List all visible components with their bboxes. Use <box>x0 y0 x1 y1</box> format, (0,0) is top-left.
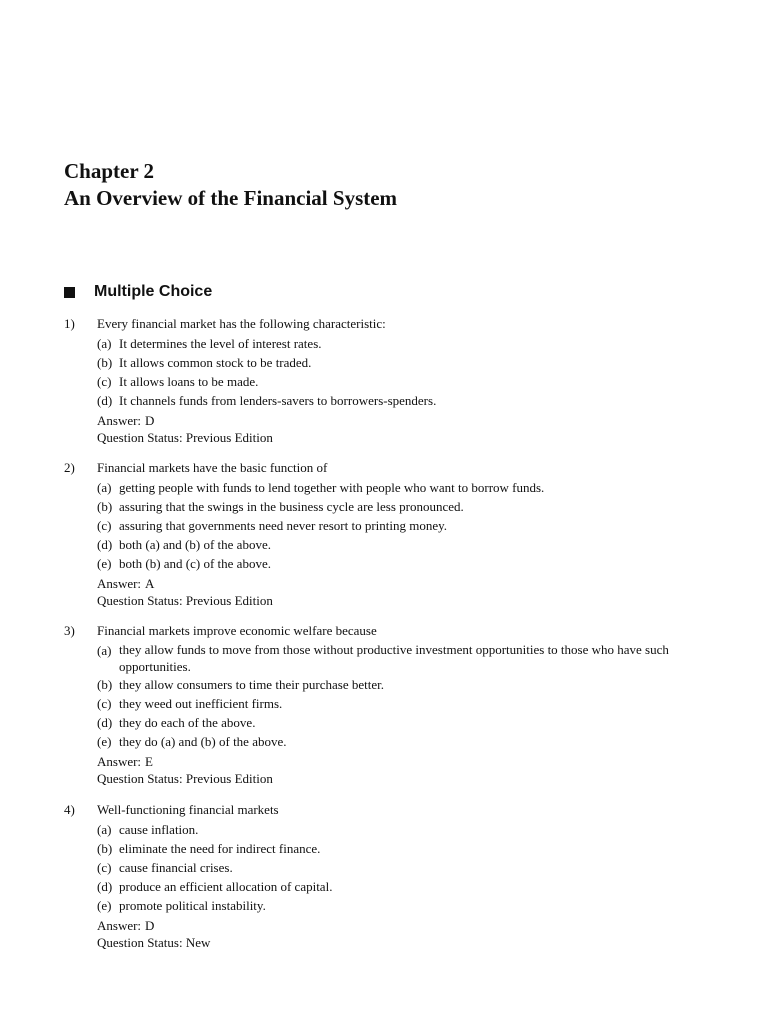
answer-block <box>97 917 704 951</box>
option-letter: (b) <box>97 841 113 856</box>
option-letter: (e) <box>97 898 112 913</box>
option-letter: (a) <box>97 643 112 658</box>
answer-label: Answer: <box>97 918 142 933</box>
answer-block <box>97 575 704 609</box>
question-stem: Well-functioning financial markets <box>97 802 279 817</box>
option-letter: (c) <box>97 518 112 533</box>
option-text: they do (a) and (b) of the above. <box>119 734 287 749</box>
answer-line <box>97 917 704 934</box>
option-text: they allow consumers to time their purchase better. <box>119 677 384 692</box>
option-letter: (c) <box>97 860 112 875</box>
answer-line <box>97 575 704 592</box>
question-number: 4) <box>64 802 75 817</box>
option-text: they allow funds to move from those without productive investment opportunities to those who have such opportunities. <box>119 642 669 674</box>
section-heading <box>64 282 212 302</box>
answer-line <box>97 753 704 770</box>
question-1 <box>64 314 704 446</box>
option-a <box>97 334 704 353</box>
question-status: Question Status: Previous Edition <box>97 430 273 445</box>
option-list <box>97 641 704 751</box>
option-c <box>97 858 704 877</box>
answer-value: A <box>145 576 155 591</box>
option-text: they weed out inefficient firms. <box>119 696 283 711</box>
question-status: Question Status: Previous Edition <box>97 771 273 786</box>
question-number: 2) <box>64 460 75 475</box>
option-text: It determines the level of interest rates. <box>119 336 322 351</box>
option-a <box>97 641 704 675</box>
option-letter: (a) <box>97 480 112 495</box>
option-letter: (b) <box>97 677 113 692</box>
option-text: It channels funds from lenders-savers to borrowers-spenders. <box>119 393 437 408</box>
option-letter: (e) <box>97 556 112 571</box>
option-b <box>97 497 704 516</box>
question-3 <box>64 621 704 787</box>
option-letter: (c) <box>97 696 112 711</box>
option-letter: (d) <box>97 879 113 894</box>
question-stem: Financial markets have the basic function of <box>97 460 328 475</box>
option-letter: (c) <box>97 374 112 389</box>
option-text: promote political instability. <box>119 898 266 913</box>
question-stem: Financial markets improve economic welfare because <box>97 623 377 638</box>
option-letter: (d) <box>97 393 113 408</box>
option-letter: (a) <box>97 336 112 351</box>
question-number: 3) <box>64 623 75 638</box>
chapter-title: An Overview of the Financial System <box>64 186 398 210</box>
option-e <box>97 554 704 573</box>
option-d <box>97 877 704 896</box>
answer-line <box>97 412 704 429</box>
option-text: getting people with funds to lend together with people who want to borrow funds. <box>119 480 545 495</box>
question-status: Question Status: New <box>97 935 211 950</box>
option-text: assuring that governments need never resort to printing money. <box>119 518 448 533</box>
question-stem: Every financial market has the following characteristic: <box>97 316 386 331</box>
option-text: they do each of the above. <box>119 715 256 730</box>
option-c <box>97 516 704 535</box>
option-b <box>97 353 704 372</box>
option-e <box>97 896 704 915</box>
option-letter: (b) <box>97 499 113 514</box>
option-b <box>97 675 704 694</box>
answer-label: Answer: <box>97 754 142 769</box>
option-list <box>97 334 704 410</box>
option-d <box>97 391 704 410</box>
option-list <box>97 478 704 573</box>
chapter-number: Chapter 2 <box>64 159 155 183</box>
question-number: 1) <box>64 316 75 331</box>
option-a <box>97 478 704 497</box>
option-c <box>97 694 704 713</box>
question-2 <box>64 458 704 609</box>
black-square-icon <box>64 287 75 298</box>
option-letter: (d) <box>97 537 113 552</box>
answer-block <box>97 412 704 446</box>
option-text: cause inflation. <box>119 822 199 837</box>
option-text: produce an efficient allocation of capital. <box>119 879 333 894</box>
option-b <box>97 839 704 858</box>
option-text: both (a) and (b) of the above. <box>119 537 271 552</box>
answer-block <box>97 753 704 787</box>
question-4 <box>64 800 704 951</box>
option-list <box>97 820 704 915</box>
option-a <box>97 820 704 839</box>
option-letter: (d) <box>97 715 113 730</box>
option-text: assuring that the swings in the business cycle are less pronounced. <box>119 499 464 514</box>
answer-value: D <box>145 918 155 933</box>
option-letter: (b) <box>97 355 113 370</box>
answer-label: Answer: <box>97 413 142 428</box>
question-status: Question Status: Previous Edition <box>97 593 273 608</box>
option-d <box>97 713 704 732</box>
option-e <box>97 732 704 751</box>
option-text: eliminate the need for indirect finance. <box>119 841 321 856</box>
option-text: both (b) and (c) of the above. <box>119 556 271 571</box>
answer-value: D <box>145 413 155 428</box>
option-letter: (e) <box>97 734 112 749</box>
option-text: It allows loans to be made. <box>119 374 259 389</box>
option-text: cause financial crises. <box>119 860 233 875</box>
option-d <box>97 535 704 554</box>
section-title: Multiple Choice <box>94 283 213 300</box>
answer-label: Answer: <box>97 576 142 591</box>
option-letter: (a) <box>97 822 112 837</box>
option-c <box>97 372 704 391</box>
option-text: It allows common stock to be traded. <box>119 355 312 370</box>
answer-value: E <box>145 754 153 769</box>
chapter-heading <box>64 158 397 212</box>
